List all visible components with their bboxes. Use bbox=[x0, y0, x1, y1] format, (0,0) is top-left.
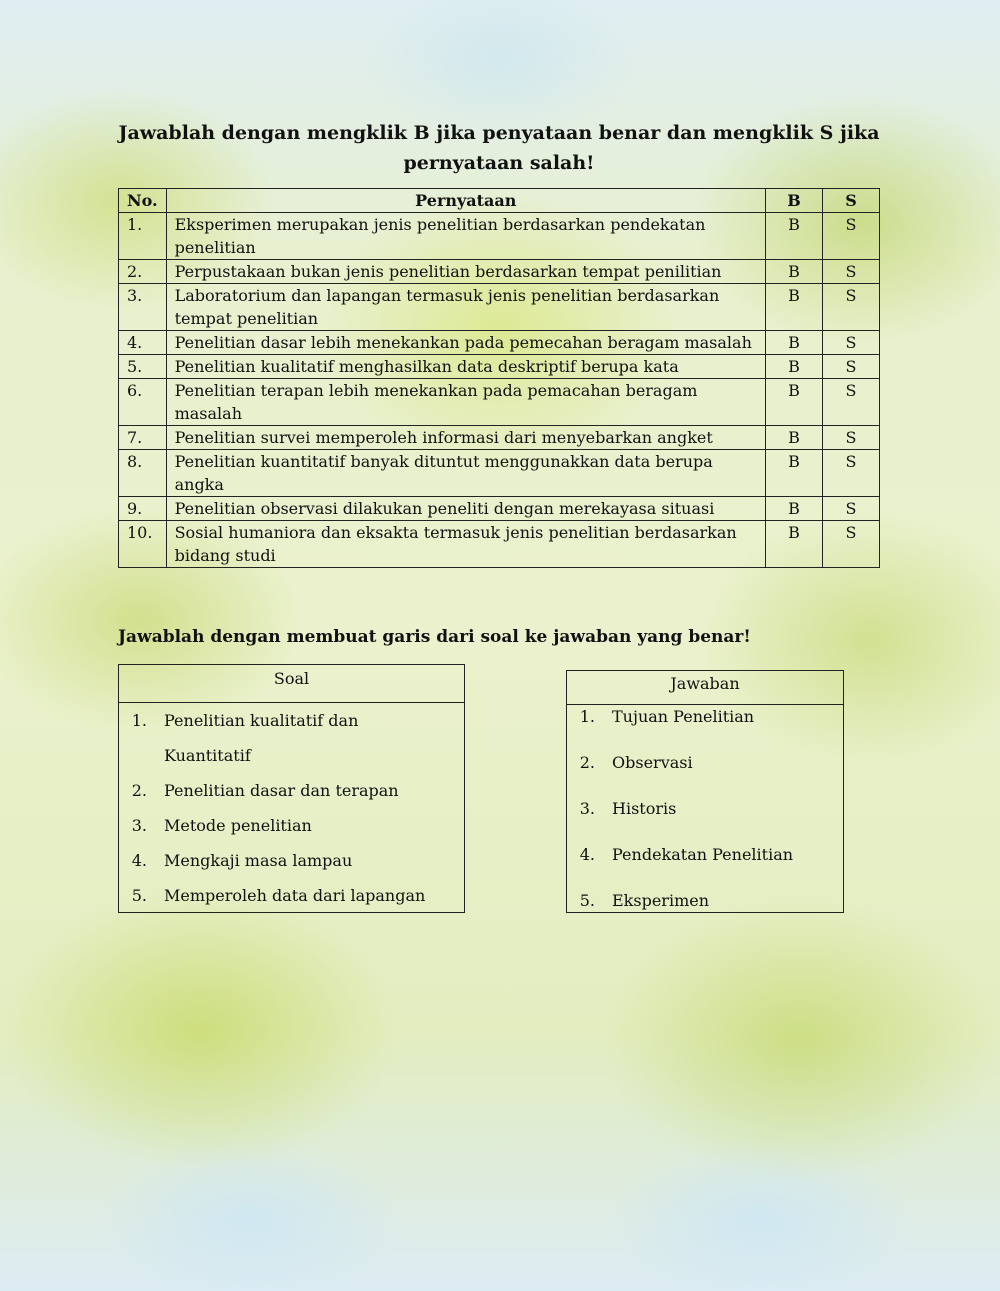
true-false-table bbox=[118, 188, 880, 568]
soal-item-4[interactable] bbox=[119, 843, 464, 878]
row-statement: Penelitian terapan lebih menekankan pada pemacahan beragam masalah bbox=[166, 379, 765, 426]
soal-item-text: Memperoleh data dari lapangan bbox=[164, 886, 426, 905]
soal-box bbox=[118, 664, 465, 913]
soal-item-number: 4. bbox=[131, 851, 147, 870]
jawaban-item-text: Pendekatan Penelitian bbox=[612, 845, 794, 864]
soal-item-text-continued: Kuantitatif bbox=[164, 746, 251, 765]
answer-b-button[interactable]: B bbox=[766, 521, 823, 568]
answer-b-button[interactable]: B bbox=[766, 497, 823, 521]
jawaban-item-3[interactable] bbox=[567, 797, 843, 820]
header-s: S bbox=[823, 189, 880, 213]
soal-item-text: Metode penelitian bbox=[164, 816, 312, 835]
row-number: 2. bbox=[119, 260, 167, 284]
table-row bbox=[119, 426, 880, 450]
jawaban-item-number: 5. bbox=[579, 891, 595, 910]
answer-s-button[interactable]: S bbox=[823, 213, 880, 260]
soal-item-2[interactable] bbox=[119, 773, 464, 808]
table-row bbox=[119, 379, 880, 426]
row-statement: Perpustakaan bukan jenis penelitian berdasarkan tempat penilitian bbox=[166, 260, 765, 284]
table-row bbox=[119, 213, 880, 260]
answer-s-button[interactable]: S bbox=[823, 331, 880, 355]
answer-b-button[interactable]: B bbox=[766, 331, 823, 355]
jawaban-item-1[interactable] bbox=[567, 705, 843, 728]
answer-b-button[interactable]: B bbox=[766, 450, 823, 497]
table-header-row bbox=[119, 189, 880, 213]
row-number: 3. bbox=[119, 284, 167, 331]
answer-b-button[interactable]: B bbox=[766, 355, 823, 379]
soal-item-number: 1. bbox=[131, 711, 147, 730]
header-statement: Pernyataan bbox=[166, 189, 765, 213]
answer-s-button[interactable]: S bbox=[823, 450, 880, 497]
row-statement: Sosial humaniora dan eksakta termasuk jenis penelitian berdasarkan bidang studi bbox=[166, 521, 765, 568]
soal-list bbox=[119, 703, 464, 913]
table-row bbox=[119, 331, 880, 355]
instruction-true-false: Jawablah dengan mengklik B jika penyataan benar dan mengklik S jika pernyataan salah! bbox=[118, 122, 880, 174]
jawaban-item-text: Tujuan Penelitian bbox=[612, 707, 755, 726]
row-statement: Penelitian observasi dilakukan peneliti dengan merekayasa situasi bbox=[166, 497, 765, 521]
row-statement: Penelitian kualitatif menghasilkan data deskriptif berupa kata bbox=[166, 355, 765, 379]
header-no: No. bbox=[119, 189, 167, 213]
table-row bbox=[119, 497, 880, 521]
jawaban-item-5[interactable] bbox=[567, 889, 843, 912]
answer-b-button[interactable]: B bbox=[766, 284, 823, 331]
answer-s-button[interactable]: S bbox=[823, 260, 880, 284]
table-row bbox=[119, 284, 880, 331]
soal-item-number: 2. bbox=[131, 781, 147, 800]
jawaban-list bbox=[567, 705, 843, 912]
jawaban-item-4[interactable] bbox=[567, 843, 843, 866]
answer-b-button[interactable]: B bbox=[766, 426, 823, 450]
jawaban-item-2[interactable] bbox=[567, 751, 843, 774]
instruction-matching: Jawablah dengan membuat garis dari soal ke jawaban yang benar! bbox=[118, 627, 751, 647]
row-number: 5. bbox=[119, 355, 167, 379]
soal-item-number: 5. bbox=[131, 886, 147, 905]
answer-b-button[interactable]: B bbox=[766, 379, 823, 426]
soal-item-1[interactable] bbox=[119, 703, 464, 773]
jawaban-item-text: Eksperimen bbox=[612, 891, 710, 910]
soal-item-number: 3. bbox=[131, 816, 147, 835]
answer-b-button[interactable]: B bbox=[766, 213, 823, 260]
soal-item-3[interactable] bbox=[119, 808, 464, 843]
jawaban-item-number: 3. bbox=[579, 799, 595, 818]
jawaban-item-text: Historis bbox=[612, 799, 677, 818]
answer-s-button[interactable]: S bbox=[823, 379, 880, 426]
jawaban-item-number: 1. bbox=[579, 707, 595, 726]
jawaban-item-number: 2. bbox=[579, 753, 595, 772]
answer-b-button[interactable]: B bbox=[766, 260, 823, 284]
answer-s-button[interactable]: S bbox=[823, 426, 880, 450]
row-number: 6. bbox=[119, 379, 167, 426]
row-statement: Penelitian dasar lebih menekankan pada pemecahan beragam masalah bbox=[166, 331, 765, 355]
soal-item-5[interactable] bbox=[119, 878, 464, 913]
table-row bbox=[119, 521, 880, 568]
table-row bbox=[119, 355, 880, 379]
jawaban-item-text: Observasi bbox=[612, 753, 693, 772]
row-number: 9. bbox=[119, 497, 167, 521]
row-number: 7. bbox=[119, 426, 167, 450]
soal-title: Soal bbox=[119, 665, 464, 703]
soal-item-text: Mengkaji masa lampau bbox=[164, 851, 353, 870]
jawaban-box bbox=[566, 670, 844, 913]
answer-s-button[interactable]: S bbox=[823, 284, 880, 331]
row-statement: Eksperimen merupakan jenis penelitian berdasarkan pendekatan penelitian bbox=[166, 213, 765, 260]
row-statement: Penelitian survei memperoleh informasi dari menyebarkan angket bbox=[166, 426, 765, 450]
row-statement: Laboratorium dan lapangan termasuk jenis penelitian berdasarkan tempat penelitian bbox=[166, 284, 765, 331]
row-statement: Penelitian kuantitatif banyak dituntut menggunakkan data berupa angka bbox=[166, 450, 765, 497]
soal-item-text: Penelitian kualitatif dan bbox=[164, 711, 359, 730]
answer-s-button[interactable]: S bbox=[823, 521, 880, 568]
table-row bbox=[119, 450, 880, 497]
table-row bbox=[119, 260, 880, 284]
jawaban-item-number: 4. bbox=[579, 845, 595, 864]
row-number: 8. bbox=[119, 450, 167, 497]
row-number: 1. bbox=[119, 213, 167, 260]
header-b: B bbox=[766, 189, 823, 213]
answer-s-button[interactable]: S bbox=[823, 497, 880, 521]
answer-s-button[interactable]: S bbox=[823, 355, 880, 379]
jawaban-title: Jawaban bbox=[567, 671, 843, 705]
row-number: 4. bbox=[119, 331, 167, 355]
soal-item-text: Penelitian dasar dan terapan bbox=[164, 781, 399, 800]
row-number: 10. bbox=[119, 521, 167, 568]
